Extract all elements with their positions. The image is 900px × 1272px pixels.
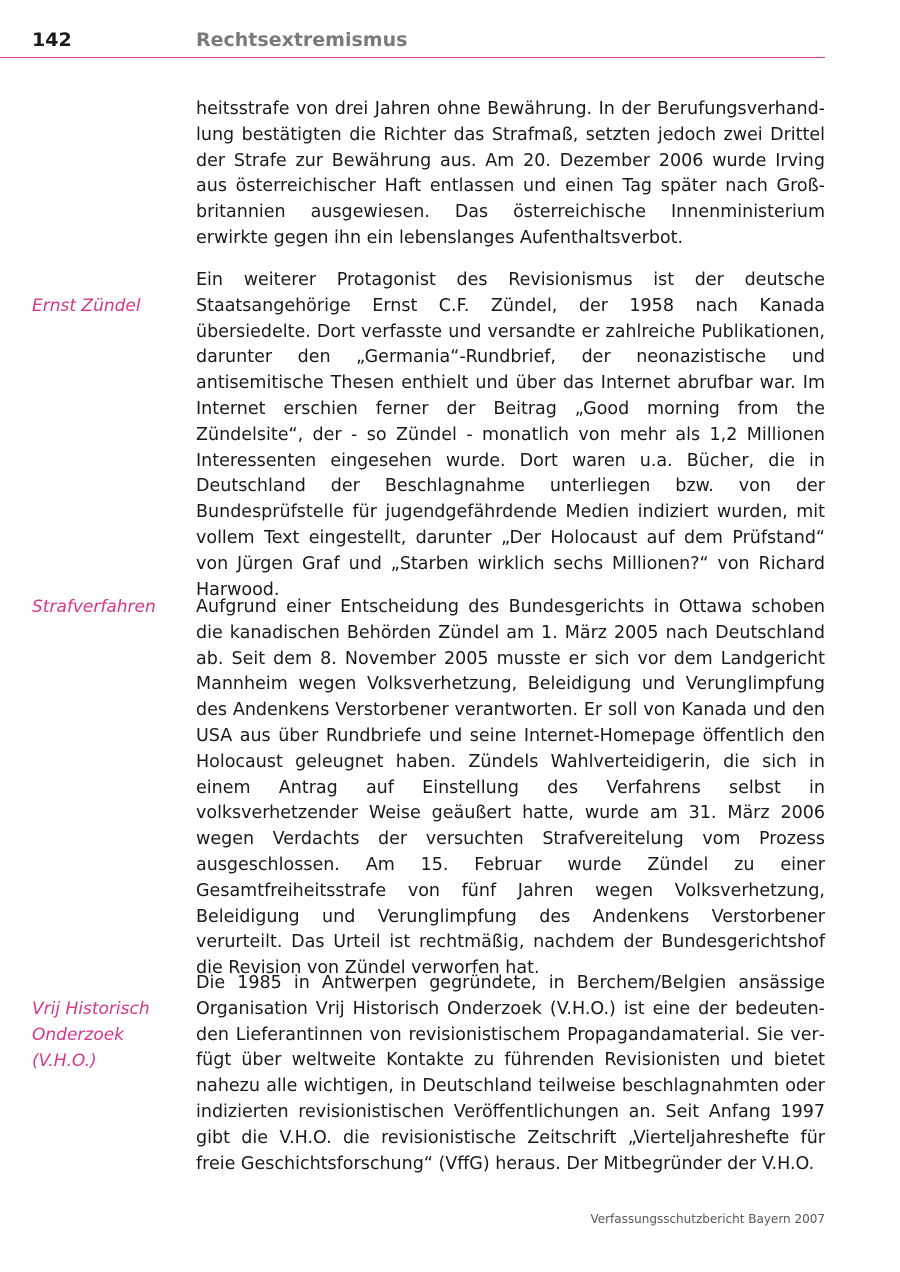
page-footer: Verfassungsschutzbericht Bayern 2007 (590, 1212, 825, 1226)
margin-note-ernst-zuendel: Ernst Zündel (32, 296, 141, 316)
paragraph-vho: Die 1985 in Antwerpen gegründete, in Berchem/Belgien ansässige Organisation Vrij Historisch Onderzoek (V.H.O.) ist eine der bedeutenden Lieferantinnen von revisionistischem Propagandamaterial. Sie verfügt über weltweite Kontakte zu führenden Revisionisten und bietet nahezu alle wichtigen, in Deutschland teilweise beschlagnahmten oder indizierten revisionistischen Veröffentlichungen an. Seit Anfang 1997 gibt die V.H.O. die revisionistische Zeitschrift „Vierteljahreshefte für freie Geschichtsforschung“ (VffG) heraus. Der Mitbegründer der V.H.O. (196, 973, 825, 1174)
margin-note-strafverfahren: Strafverfahren (32, 597, 156, 617)
page-number: 142 (32, 29, 72, 51)
paragraph-irving-sentence: heitsstrafe von drei Jahren ohne Bewährung. In der Berufungsverhandlung bestätigten die Richter das Strafmaß, setzten jedoch zwei Drittel der Strafe zur Bewährung aus. Am 20. Dezember 2006 wurde Irving aus österreichischer Haft entlassen und einen Tag später nach Großbritannien ausgewiesen. Das österreichische Innenministerium erwirkte gegen ihn ein lebenslanges Aufenthaltsverbot. (196, 99, 825, 248)
margin-note-vho: Vrij Historisch Onderzoek (V.H.O.) (32, 999, 150, 1071)
running-title: Rechtsextremismus (196, 29, 408, 51)
header-rule (0, 57, 825, 58)
paragraph-zuendel-intro: Ein weiterer Protagonist des Revisionismus ist der deutsche Staatsangehörige Ernst C.F. Zündel, der 1958 nach Kanada übersiedelte. Dort verfasste und versandte er zahlreiche Publikationen, darunter den „Germania“-Rundbrief, der neonazistische und antisemitische Thesen enthielt und über das Internet abrufbar war. Im Internet erschien ferner der Beitrag „Good morning from the Zündelsite“, der - so Zündel - monatlich von mehr als 1,2 Millionen Interessenten eingesehen wurde. Dort waren u.a. Bücher, die in Deutschland der Beschlagnahme unterliegen bzw. von der Bundesprüfstelle für jugendgefährdende Medien indiziert wurden, mit vollem Text eingestellt, darunter „Der Holocaust auf dem Prüfstand“ von Jürgen Graf und „Starben wirklich sechs Millionen?“ von Richard Harwood. (196, 270, 825, 600)
paragraph-strafverfahren: Aufgrund einer Entscheidung des Bundesgerichts in Ottawa schoben die kanadischen Behörden Zündel am 1. März 2005 nach Deutschland ab. Seit dem 8. November 2005 musste er sich vor dem Landgericht Mannheim wegen Volksverhetzung, Beleidigung und Verunglimpfung des Andenkens Verstorbener verantworten. Er soll von Kanada und den USA aus über Rundbriefe und seine Internet-Homepage öffentlich den Holocaust geleugnet haben. Zündels Wahlverteidigerin, die sich in einem Antrag auf Einstellung des Verfahrens selbst in volksverhetzender Weise geäußert hatte, wurde am 31. März 2006 wegen Verdachts der versuchten Strafvereitelung vom Prozess ausgeschlossen. Am 15. Februar wurde Zündel zu einer Gesamtfreiheitsstrafe von fünf Jahren wegen Volksverhetzung, Beleidigung und Verunglimpfung des Andenkens Verstorbener verurteilt. Das Urteil ist rechtmäßig, nachdem der Bundesgerichtshof die Revision von Zündel verworfen hat. (196, 597, 825, 979)
